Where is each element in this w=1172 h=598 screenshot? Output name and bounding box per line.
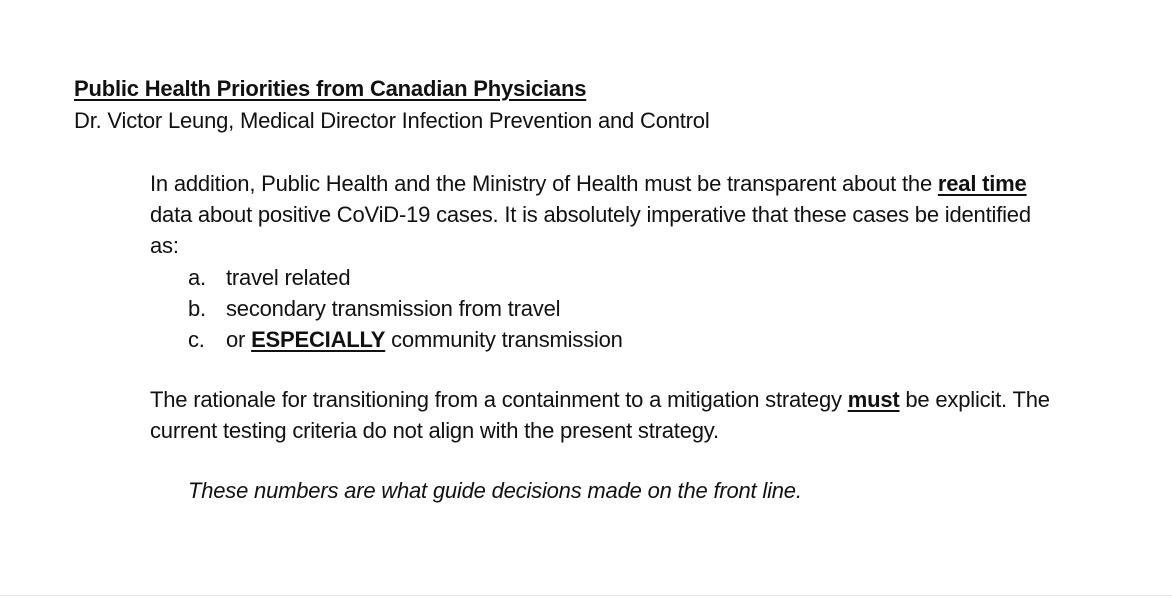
paragraph-transparency-part2: data about positive CoViD-19 cases. It is absolutely imperative that these cases be identified as:	[150, 202, 1031, 258]
list-item-suffix: community transmission	[385, 327, 623, 352]
list-item-text: travel related	[226, 265, 351, 290]
real-time-emphasis: real time	[937, 171, 1027, 196]
author-line: Dr. Victor Leung, Medical Director Infection Prevention and Control	[74, 108, 710, 133]
paragraph-rationale	[150, 384, 1065, 446]
list-item-text: secondary transmission from travel	[226, 296, 561, 321]
paragraph-transparency-text	[150, 168, 1065, 261]
list-marker: c.	[188, 327, 205, 352]
especially-emphasis: ESPECIALLY	[251, 327, 386, 352]
paragraph-rationale-text	[150, 384, 1065, 446]
case-identification-list	[150, 262, 623, 355]
list-item-text	[150, 327, 623, 352]
list-item	[150, 324, 623, 355]
list-marker: a.	[188, 265, 206, 290]
bottom-divider	[0, 595, 1172, 596]
document-title: Public Health Priorities from Canadian Physicians	[74, 76, 587, 101]
paragraph-rationale-part1: The rationale for transitioning from a containment to a mitigation strategy	[150, 387, 848, 412]
list-marker: b.	[188, 296, 206, 321]
list-item-prefix: or	[226, 327, 252, 352]
paragraph-transparency	[150, 168, 1065, 261]
closing-statement: These numbers are what guide decisions made on the front line.	[188, 478, 802, 503]
must-emphasis: must	[847, 387, 900, 412]
list-item	[150, 262, 623, 293]
list-item	[150, 293, 623, 324]
paragraph-transparency-part1: In addition, Public Health and the Ministry of Health must be transparent about the	[150, 171, 938, 196]
paragraph-rationale-part2: be explicit. The current testing criteria do not align with the present strategy.	[150, 387, 1050, 443]
